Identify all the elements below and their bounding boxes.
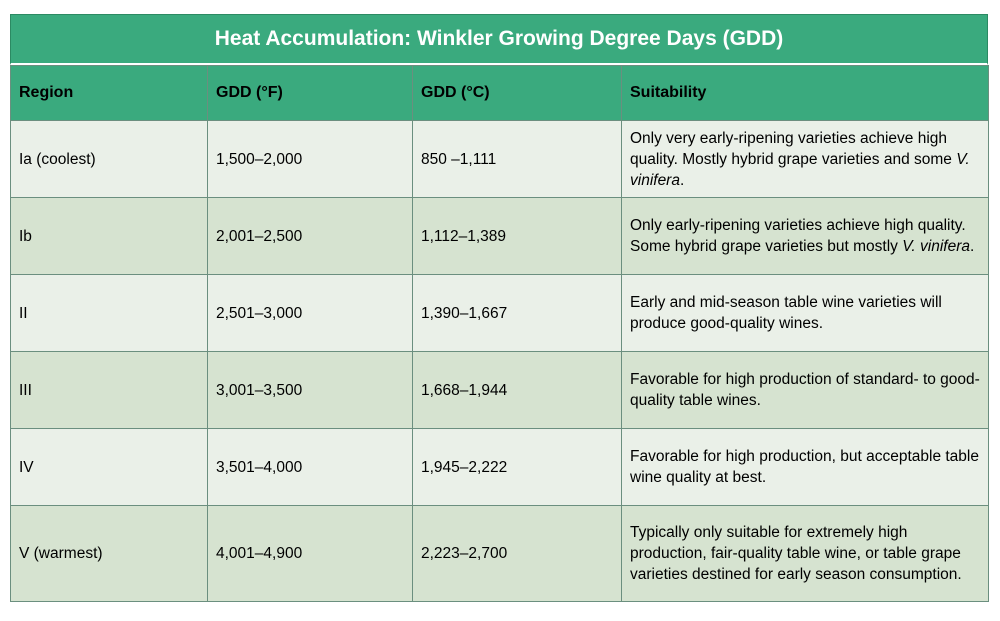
table-row: [11, 198, 989, 275]
cell-gdd-c: 1,112–1,389: [413, 198, 622, 275]
cell-gdd-f: 4,001–4,900: [208, 506, 413, 602]
header-row: [11, 66, 989, 121]
table-row: [11, 352, 989, 429]
cell-suitability: [622, 121, 989, 198]
suitability-end: .: [679, 171, 685, 189]
cell-suitability: [622, 352, 989, 429]
gdd-table-container: [10, 14, 988, 602]
header-gdd-c: GDD (°C): [413, 66, 622, 121]
suitability-text: Early and mid-season table wine varieties will produce good-quality wines.: [630, 294, 942, 332]
cell-region: III: [11, 352, 208, 429]
cell-suitability: [622, 429, 989, 506]
cell-gdd-c: 1,390–1,667: [413, 275, 622, 352]
cell-suitability: [622, 506, 989, 602]
cell-gdd-c: 850 –1,111: [413, 121, 622, 198]
suitability-end: .: [970, 238, 975, 255]
table-row: [11, 275, 989, 352]
suitability-text: Only very early-ripening varieties achieve high quality. Mostly hybrid grape varieties and some: [630, 129, 957, 168]
header-region: Region: [11, 66, 208, 121]
cell-gdd-f: 3,001–3,500: [208, 352, 413, 429]
header-gdd-f: GDD (°F): [208, 66, 413, 121]
cell-gdd-c: 1,945–2,222: [413, 429, 622, 506]
table-row: [11, 429, 989, 506]
cell-gdd-f: 2,001–2,500: [208, 198, 413, 275]
cell-gdd-f: 2,501–3,000: [208, 275, 413, 352]
cell-gdd-c: 1,668–1,944: [413, 352, 622, 429]
cell-suitability: [622, 198, 989, 275]
suitability-text: Only early-ripening varieties achieve high quality. Some hybrid grape varieties but mostly: [630, 217, 966, 255]
cell-region: Ia (coolest): [11, 121, 208, 198]
suitability-text: Favorable for high production of standard- to good-quality table wines.: [630, 371, 980, 409]
species-name: V. vinifera: [902, 238, 971, 255]
suitability-text: Typically only suitable for extremely high production, fair-quality table wine, or table grape varieties destined for early season consumption.: [630, 524, 962, 583]
suitability-text: Favorable for high production, but acceptable table wine quality at best.: [630, 448, 979, 486]
cell-suitability: [622, 275, 989, 352]
cell-region: Ib: [11, 198, 208, 275]
table-title: Heat Accumulation: Winkler Growing Degree Days (GDD): [10, 14, 988, 65]
cell-region: II: [11, 275, 208, 352]
species-name: V. vinifera: [630, 150, 970, 189]
table-row: [11, 506, 989, 602]
cell-gdd-f: 1,500–2,000: [208, 121, 413, 198]
cell-region: IV: [11, 429, 208, 506]
cell-gdd-f: 3,501–4,000: [208, 429, 413, 506]
table-row: [11, 121, 989, 198]
header-suitability: Suitability: [622, 66, 989, 121]
gdd-table: [10, 65, 989, 602]
cell-region: V (warmest): [11, 506, 208, 602]
cell-gdd-c: 2,223–2,700: [413, 506, 622, 602]
